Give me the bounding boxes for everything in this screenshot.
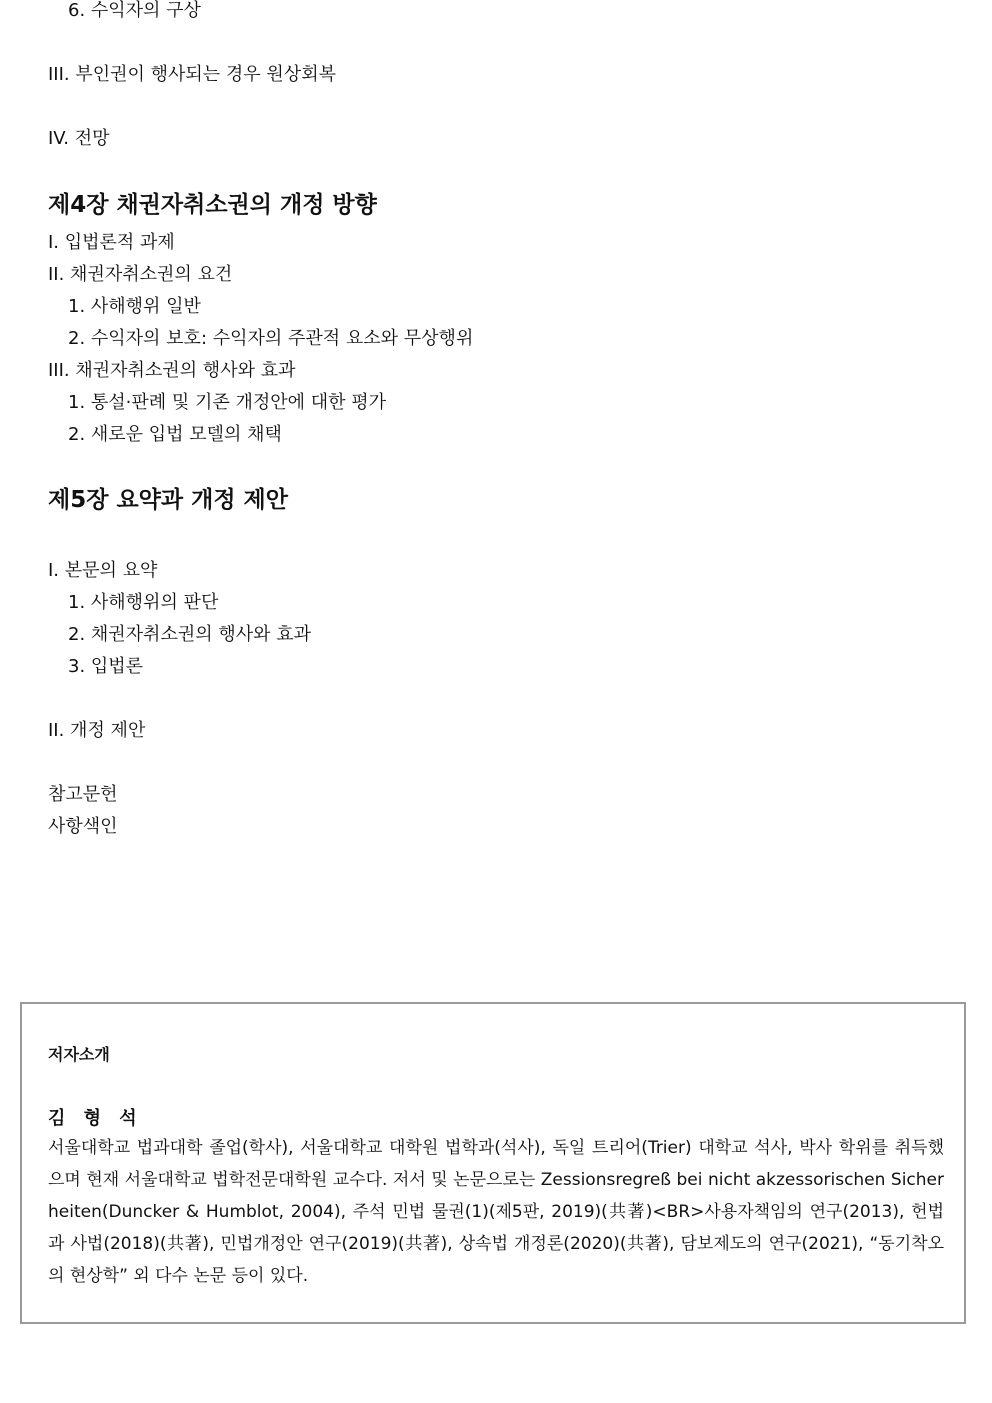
toc-references: 참고문헌 — [48, 784, 118, 805]
toc-section-ch4-3: III. 채권자취소권의 행사와 효과 — [48, 360, 296, 381]
chapter-5-title: 제5장 요약과 개정 제안 — [48, 487, 288, 513]
author-info-box — [20, 1002, 966, 1324]
toc-item-ch5-1-1: 1. 사해행위의 판단 — [68, 592, 219, 613]
toc-section-ch3-3: III. 부인권이 행사되는 경우 원상회복 — [48, 64, 336, 85]
toc-section-ch5-1: I. 본문의 요약 — [48, 560, 158, 581]
author-box-title: 저자소개 — [48, 1045, 110, 1064]
toc-section-ch4-2: II. 채권자취소권의 요건 — [48, 264, 233, 285]
chapter-4-title: 제4장 채권자취소권의 개정 방향 — [48, 192, 377, 218]
toc-section-ch4-1: I. 입법론적 과제 — [48, 232, 175, 253]
toc-item-ch4-2-1: 1. 사해행위 일반 — [68, 296, 201, 317]
toc-item-ch4-3-2: 2. 새로운 입법 모델의 채택 — [68, 424, 282, 445]
toc-item-ch4-3-1: 1. 통설·판례 및 기존 개정안에 대한 평가 — [68, 392, 387, 413]
toc-item-ch3-6: 6. 수익자의 구상 — [68, 0, 201, 21]
author-name: 김 형 석 — [48, 1108, 143, 1129]
toc-item-ch4-2-2: 2. 수익자의 보호: 수익자의 주관적 요소와 무상행위 — [68, 328, 474, 349]
toc-index: 사항색인 — [48, 816, 118, 837]
toc-section-ch3-4: IV. 전망 — [48, 128, 110, 149]
author-bio: 서울대학교 법과대학 졸업(학사), 서울대학교 대학원 법학과(석사), 독일 트리어(Trier) 대학교 석사, 박사 학위를 취득했으며 현재 서울대학교 법학전문대학원 교수다. 저서 및 논문으로는 Zessionsregreß bei nicht akzessorischen Sicherheiten(Duncker & Humblot, 2004), 주석 민법 물권(1)(제5판, 2019)(共著)<BR>사용자책임의 연구(2013), 헌법과 사법(2018)(共著), 민법개정안 연구(2019)(共著), 상속법 개정론(2020)(共著), 담보제도의 연구(2021), “동기착오의 현상학” 외 다수 논문 등이 있다. — [48, 1138, 944, 1286]
toc-item-ch5-1-2: 2. 채권자취소권의 행사와 효과 — [68, 624, 311, 645]
toc-item-ch5-1-3: 3. 입법론 — [68, 656, 144, 677]
toc-section-ch5-2: II. 개정 제안 — [48, 720, 146, 741]
